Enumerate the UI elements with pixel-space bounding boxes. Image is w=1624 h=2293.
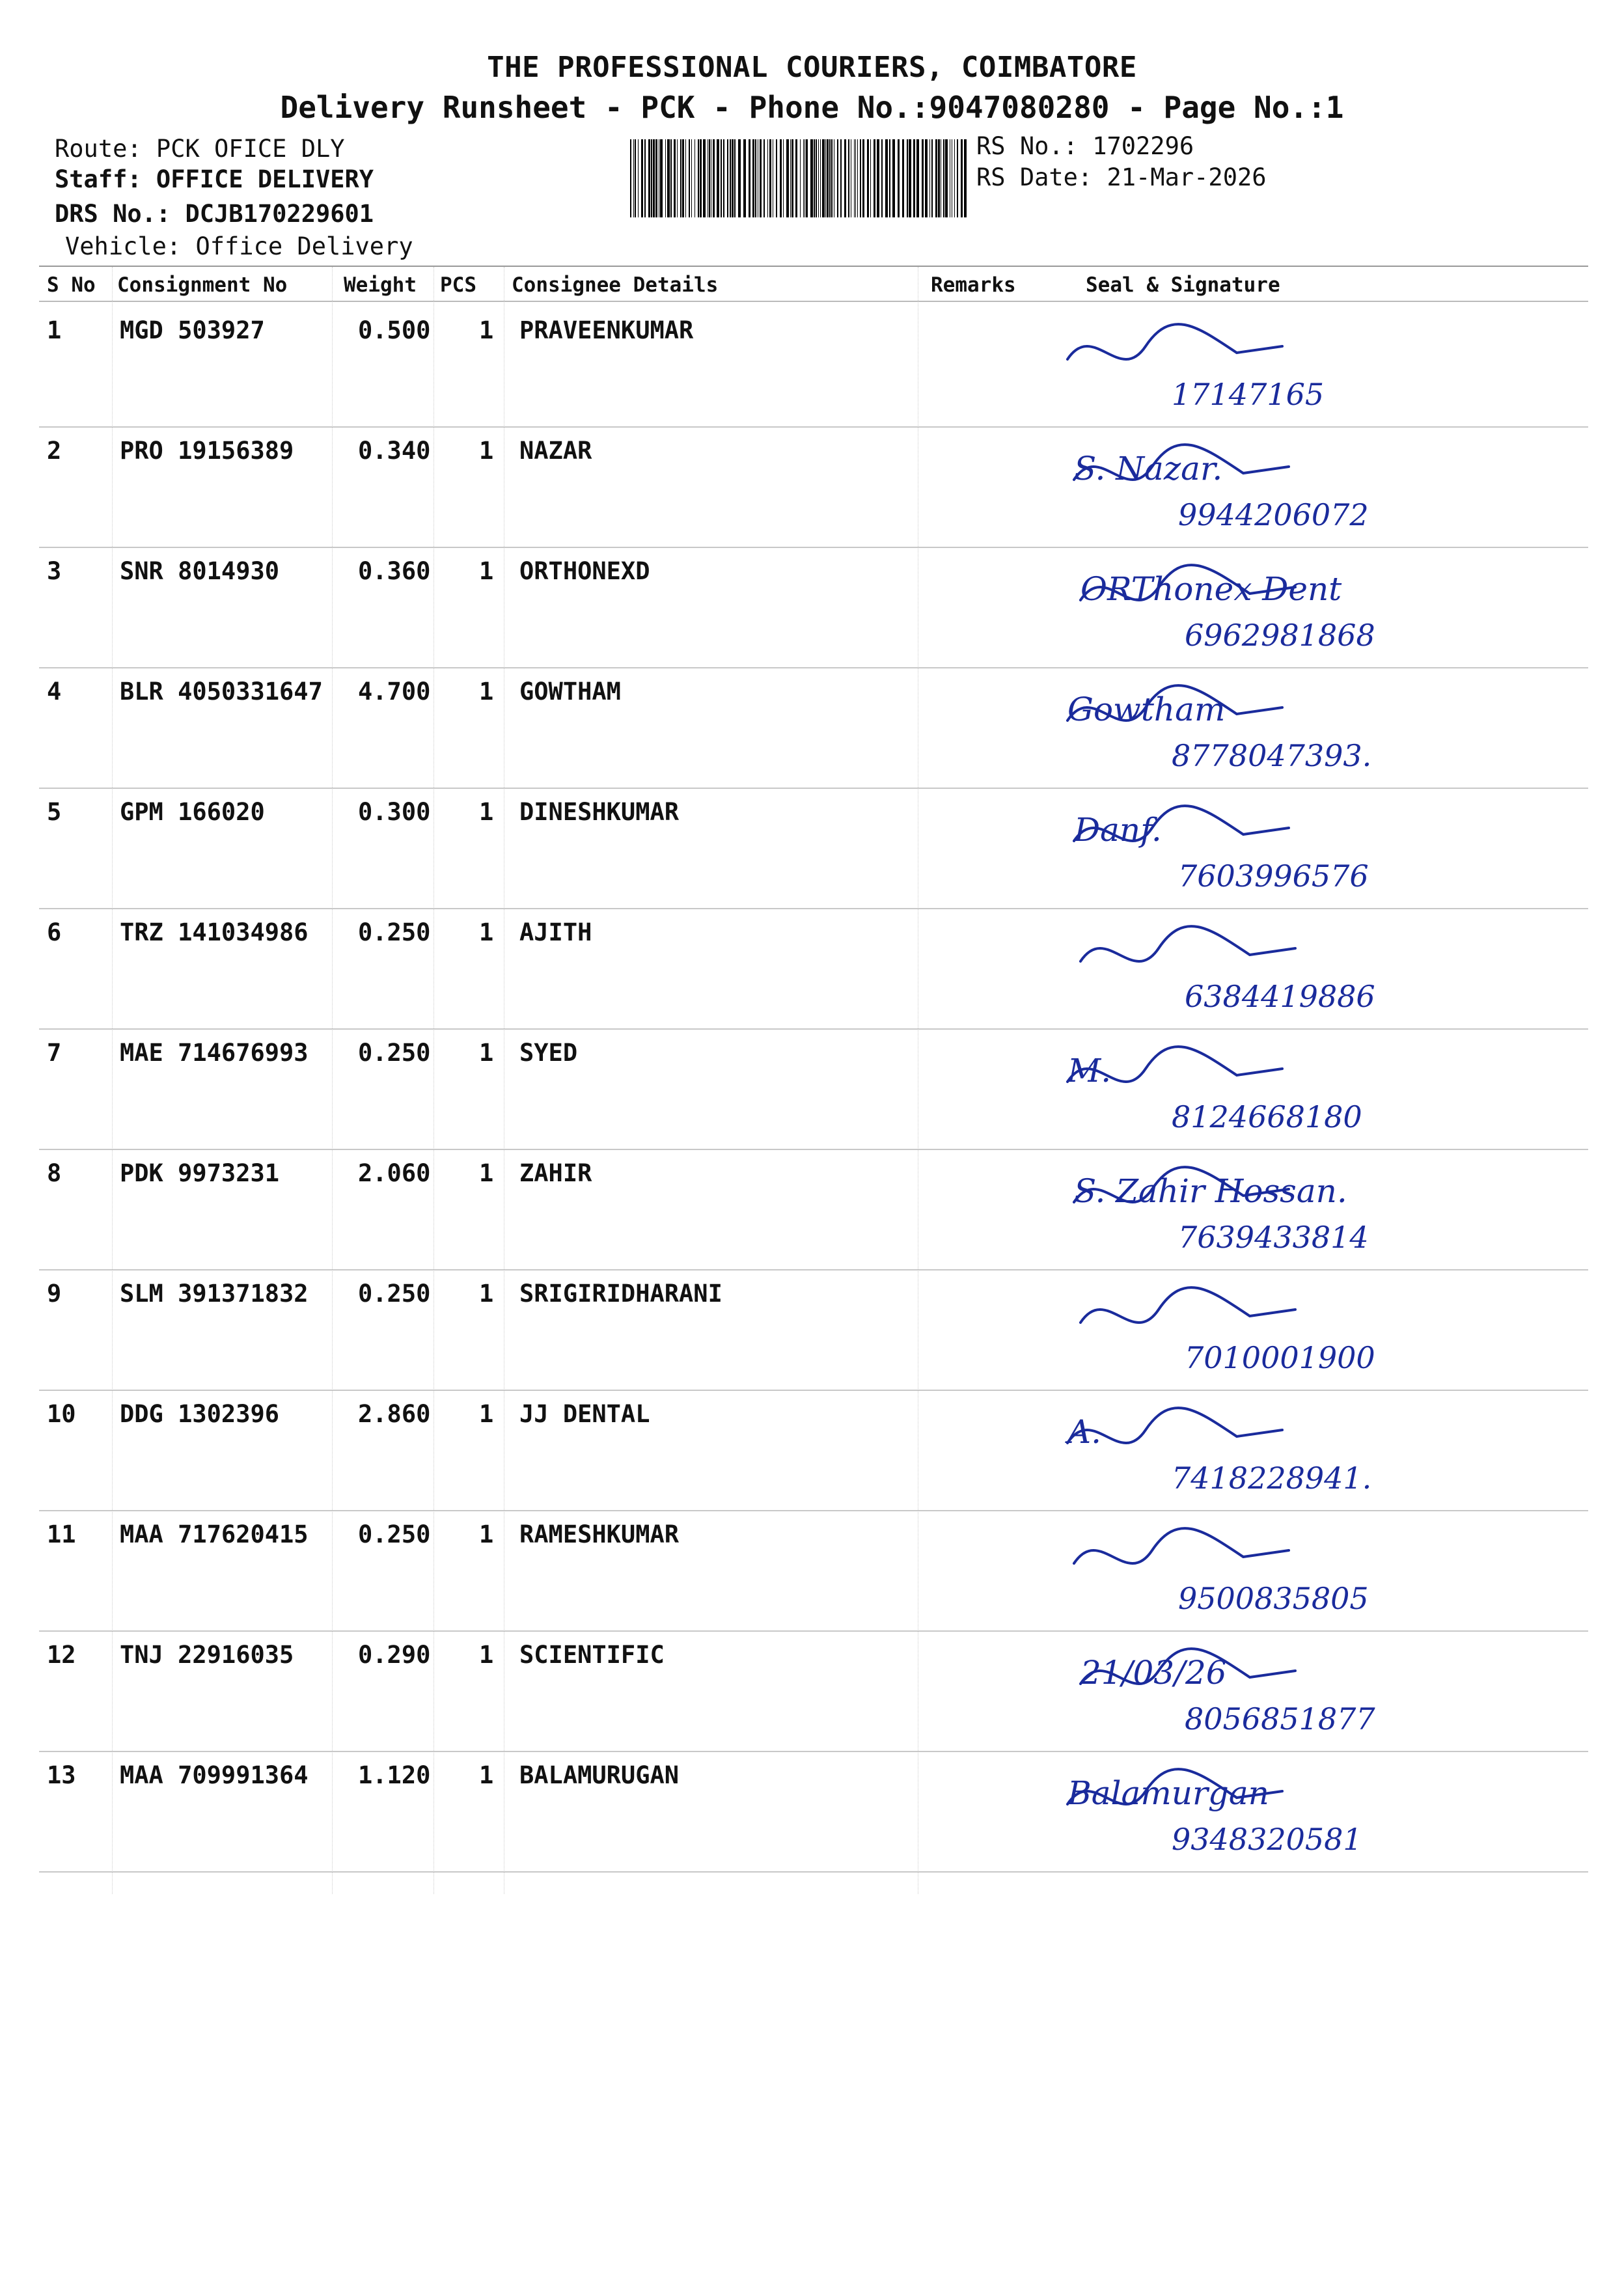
row-weight: 0.250 [358, 918, 431, 946]
row-signature [1054, 314, 1575, 424]
row-weight: 0.250 [358, 1280, 431, 1308]
col-header-sno: S No [47, 273, 96, 297]
barcode-bar [820, 139, 821, 217]
table-row [39, 428, 1588, 548]
row-sno: 1 [47, 316, 62, 344]
page-title: THE PROFESSIONAL COURIERS, COIMBATORE [487, 51, 1137, 84]
row-weight: 1.120 [358, 1761, 431, 1789]
row-consignment-no: PDK 9973231 [120, 1159, 280, 1187]
vehicle-label: Vehicle: Office Delivery [65, 232, 413, 260]
barcode-bar [721, 139, 722, 217]
row-consignment-no: SLM 391371832 [120, 1280, 309, 1308]
row-weight: 4.700 [358, 678, 431, 706]
barcode-bar [837, 139, 838, 217]
barcode-bar [909, 139, 911, 217]
signature-scribble [1054, 1397, 1575, 1508]
row-signature [1054, 675, 1575, 786]
barcode-bar [670, 139, 672, 217]
barcode-bar [680, 139, 681, 217]
signature-scribble [1054, 675, 1575, 786]
barcode-bar [734, 139, 736, 217]
barcode-bar [892, 139, 895, 217]
barcode-bar [665, 139, 666, 217]
row-signature [1054, 1157, 1575, 1267]
signature-scribble [1054, 916, 1575, 1026]
barcode-bar [795, 139, 797, 217]
row-pcs: 1 [479, 1520, 494, 1548]
barcode-bar [929, 139, 930, 217]
barcode-bar [827, 139, 829, 217]
barcode-bar [822, 139, 825, 217]
row-consignee: GOWTHAM [519, 678, 621, 706]
row-signature [1054, 1518, 1575, 1628]
signature-scribble [1054, 1759, 1575, 1869]
barcode-bar [755, 139, 756, 217]
barcode-bar [902, 139, 904, 217]
row-pcs: 1 [479, 316, 494, 344]
signature-name: Balamurgan [1067, 1774, 1269, 1812]
row-pcs: 1 [479, 437, 494, 465]
table-row [39, 1270, 1588, 1391]
barcode-bar [889, 139, 890, 217]
row-consignee: SRIGIRIDHARANI [519, 1280, 723, 1308]
row-weight: 0.500 [358, 316, 431, 344]
row-weight: 2.060 [358, 1159, 431, 1187]
barcode-bar [749, 139, 750, 217]
route-label: Route: PCK OFICE DLY [55, 135, 345, 163]
row-pcs: 1 [479, 1039, 494, 1067]
signature-phone: 9348320581 [1172, 1822, 1362, 1857]
signature-stroke [1067, 324, 1282, 359]
barcode-bar [717, 139, 719, 217]
row-consignee: SCIENTIFIC [519, 1641, 665, 1669]
row-signature [1054, 434, 1575, 545]
signature-name: 21/03/26 [1080, 1654, 1227, 1692]
signature-name: M. [1067, 1052, 1112, 1090]
row-pcs: 1 [479, 1400, 494, 1428]
row-consignee: SYED [519, 1039, 578, 1067]
signature-name: A. [1067, 1413, 1102, 1451]
barcode-bar [945, 139, 948, 217]
table-row [39, 909, 1588, 1030]
barcode-bar [925, 139, 928, 217]
row-pcs: 1 [479, 798, 494, 826]
row-weight: 0.250 [358, 1039, 431, 1067]
runsheet-subtitle: Delivery Runsheet - PCK - Phone No.:9047080280 - Page No.:1 [280, 90, 1344, 125]
barcode-bar [855, 139, 856, 217]
barcode-bar [961, 139, 963, 217]
barcode-bar [630, 139, 631, 217]
row-sno: 5 [47, 798, 62, 826]
barcode-bar [874, 139, 875, 217]
row-signature [1054, 795, 1575, 906]
barcode-bar [730, 139, 731, 217]
row-sno: 8 [47, 1159, 62, 1187]
staff-label: Staff: OFFICE DELIVERY [55, 165, 374, 193]
signature-phone: 7010001900 [1185, 1340, 1375, 1375]
table-row [39, 1391, 1588, 1511]
barcode-bar [689, 139, 690, 217]
barcode-bar [638, 139, 639, 217]
row-consignment-no: DDG 1302396 [120, 1400, 280, 1428]
barcode-bar [723, 139, 724, 217]
row-consignment-no: MAA 717620415 [120, 1520, 309, 1548]
row-weight: 0.360 [358, 557, 431, 585]
row-pcs: 1 [479, 1761, 494, 1789]
row-sno: 7 [47, 1039, 62, 1067]
table-header-rule [39, 301, 1588, 302]
table-row [39, 1632, 1588, 1752]
barcode-bar [954, 139, 955, 217]
barcode-bar [764, 139, 765, 217]
barcode-bar [713, 139, 715, 217]
barcode-bar [653, 139, 655, 217]
row-pcs: 1 [479, 1159, 494, 1187]
signature-scribble [1054, 1277, 1575, 1388]
barcode-bar [862, 139, 864, 217]
barcode-bar [786, 139, 789, 217]
table-top-rule [39, 266, 1588, 267]
signature-phone: 8124668180 [1172, 1099, 1362, 1134]
row-consignment-no: PRO 19156389 [120, 437, 294, 465]
barcode-bar [738, 139, 741, 217]
row-sno: 9 [47, 1280, 62, 1308]
barcode-bar [667, 139, 670, 217]
row-consignment-no: TNJ 22916035 [120, 1641, 294, 1669]
barcode-bar [633, 139, 634, 217]
barcode-bar [867, 139, 869, 217]
row-consignment-no: MAE 714676993 [120, 1039, 309, 1067]
signature-phone: 7418228941. [1172, 1461, 1372, 1496]
table-row [39, 668, 1588, 789]
row-sno: 4 [47, 678, 62, 706]
signature-phone: 6384419886 [1185, 979, 1375, 1014]
barcode-bar [700, 139, 702, 217]
signature-name: Danf. [1074, 811, 1162, 849]
signature-scribble [1054, 434, 1575, 545]
row-consignment-no: SNR 8014930 [120, 557, 280, 585]
row-signature [1054, 1036, 1575, 1147]
barcode-bar [816, 139, 817, 217]
row-consignee: RAMESHKUMAR [519, 1520, 680, 1548]
row-consignee: AJITH [519, 918, 592, 946]
barcode-bar [776, 139, 777, 217]
barcode-bar [938, 139, 940, 217]
barcode-bar [767, 139, 768, 217]
signature-name: Gowtham [1067, 691, 1226, 728]
row-consignment-no: MGD 503927 [120, 316, 265, 344]
row-consignee: ORTHONEXD [519, 557, 650, 585]
signature-scribble [1054, 314, 1575, 424]
barcode-bar [682, 139, 684, 217]
row-weight: 0.290 [358, 1641, 431, 1669]
row-pcs: 1 [479, 918, 494, 946]
row-consignee: BALAMURUGAN [519, 1761, 680, 1789]
row-signature [1054, 555, 1575, 665]
barcode-image [630, 139, 969, 217]
barcode-bar [943, 139, 944, 217]
row-consignment-no: MAA 709991364 [120, 1761, 309, 1789]
barcode-bar [732, 139, 734, 217]
barcode-bar [935, 139, 937, 217]
barcode-bar [698, 139, 699, 217]
row-sno: 6 [47, 918, 62, 946]
row-weight: 0.340 [358, 437, 431, 465]
barcode-bar [769, 139, 771, 217]
row-sno: 2 [47, 437, 62, 465]
row-sno: 12 [47, 1641, 76, 1669]
drs-number: DRS No.: DCJB170229601 [55, 200, 374, 228]
row-signature [1054, 1277, 1575, 1388]
barcode-bar [885, 139, 888, 217]
barcode-bar [857, 139, 858, 217]
rs-number: RS No.: 1702296 [976, 132, 1194, 160]
barcode-bar [691, 139, 692, 217]
table-row [39, 1511, 1588, 1632]
signature-phone: 7639433814 [1178, 1220, 1369, 1255]
table-row [39, 789, 1588, 909]
barcode-bar [810, 139, 813, 217]
barcode-bar [677, 139, 678, 217]
barcode-bar [703, 139, 706, 217]
row-signature [1054, 1397, 1575, 1508]
row-weight: 2.860 [358, 1400, 431, 1428]
barcode-bar [641, 139, 643, 217]
row-pcs: 1 [479, 557, 494, 585]
barcode-bar [877, 139, 879, 217]
row-pcs: 1 [479, 678, 494, 706]
signature-scribble [1054, 1518, 1575, 1628]
signature-scribble [1054, 1157, 1575, 1267]
barcode-bar [922, 139, 924, 217]
barcode-bar [913, 139, 915, 217]
row-consignee: PRAVEENKUMAR [519, 316, 694, 344]
barcode-bar [829, 139, 831, 217]
table-row [39, 307, 1588, 428]
barcode-bar [651, 139, 652, 217]
row-divider [39, 1871, 1588, 1873]
barcode-bar [860, 139, 861, 217]
barcode-bar [660, 139, 663, 217]
row-consignee: JJ DENTAL [519, 1400, 650, 1428]
row-sno: 11 [47, 1520, 76, 1548]
barcode-bar [881, 139, 883, 217]
signature-scribble [1054, 1036, 1575, 1147]
row-weight: 0.300 [358, 798, 431, 826]
row-consignee: ZAHIR [519, 1159, 592, 1187]
signature-phone: 8778047393. [1172, 738, 1372, 773]
barcode-bar [814, 139, 815, 217]
barcode-bar [685, 139, 686, 217]
barcode-bar [844, 139, 846, 217]
col-header-weight: Weight [344, 273, 417, 297]
barcode-bar [790, 139, 791, 217]
barcode-bar [655, 139, 657, 217]
signature-stroke [1074, 1528, 1289, 1563]
row-signature [1054, 1638, 1575, 1749]
table-row [39, 1752, 1588, 1873]
row-pcs: 1 [479, 1641, 494, 1669]
signature-name: ORThonex Dent [1080, 570, 1342, 608]
row-signature [1054, 1759, 1575, 1869]
rs-date: RS Date: 21-Mar-2026 [976, 163, 1267, 191]
col-header-remarks: Remarks [931, 273, 1016, 297]
barcode-bar [674, 139, 676, 217]
col-header-consignee: Consignee Details [512, 273, 719, 297]
table-row [39, 548, 1588, 668]
table-row [39, 1030, 1588, 1150]
barcode-bar [840, 139, 842, 217]
row-signature [1054, 916, 1575, 1026]
barcode-bar [964, 139, 967, 217]
row-sno: 10 [47, 1400, 76, 1428]
barcode-bar [916, 139, 919, 217]
barcode-bar [898, 139, 900, 217]
row-consignee: NAZAR [519, 437, 592, 465]
col-header-consignment: Consignment No [117, 273, 288, 297]
col-header-pcs: PCS [440, 273, 476, 297]
barcode-bar [848, 139, 849, 217]
barcode-bar [854, 139, 855, 217]
signature-name: S. Nazar. [1074, 450, 1223, 487]
barcode-bar [907, 139, 908, 217]
signature-stroke [1080, 926, 1295, 961]
barcode-bar [803, 139, 804, 217]
barcode-bar [727, 139, 728, 217]
signature-phone: 9500835805 [1178, 1581, 1369, 1616]
barcode-bar [870, 139, 871, 217]
signature-scribble [1054, 1638, 1575, 1749]
barcode-bar [780, 139, 782, 217]
signature-scribble [1054, 555, 1575, 665]
row-sno: 3 [47, 557, 62, 585]
row-consignment-no: GPM 166020 [120, 798, 265, 826]
row-weight: 0.250 [358, 1520, 431, 1548]
barcode-bar [818, 139, 819, 217]
barcode-bar [783, 139, 784, 217]
row-pcs: 1 [479, 1280, 494, 1308]
table-row [39, 1150, 1588, 1270]
barcode-bar [957, 139, 958, 217]
barcode-bar [931, 139, 933, 217]
signature-stroke [1080, 1287, 1295, 1323]
barcode-bar [825, 139, 826, 217]
barcode-bar [831, 139, 833, 217]
barcode-bar [709, 139, 710, 217]
barcode-bar [760, 139, 762, 217]
row-sno: 13 [47, 1761, 76, 1789]
barcode-bar [635, 139, 636, 217]
signature-name: S. Zahir Hossan. [1074, 1172, 1347, 1210]
row-consignee: DINESHKUMAR [519, 798, 680, 826]
barcode-bar [800, 139, 801, 217]
signature-phone: 8056851877 [1185, 1701, 1375, 1737]
row-consignment-no: BLR 4050331647 [120, 678, 323, 706]
signature-phone: 17147165 [1172, 377, 1325, 412]
col-header-seal: Seal & Signature [1086, 273, 1280, 297]
signature-phone: 9944206072 [1178, 497, 1369, 532]
barcode-bar [806, 139, 808, 217]
barcode-bar [743, 139, 746, 217]
signature-scribble [1054, 795, 1575, 906]
barcode-bar [648, 139, 650, 217]
barcode-bar [791, 139, 793, 217]
signature-phone: 7603996576 [1178, 858, 1369, 894]
row-consignment-no: TRZ 141034986 [120, 918, 309, 946]
signature-phone: 6962981868 [1185, 618, 1375, 653]
barcode-bar [644, 139, 646, 217]
barcode-bar [752, 139, 754, 217]
